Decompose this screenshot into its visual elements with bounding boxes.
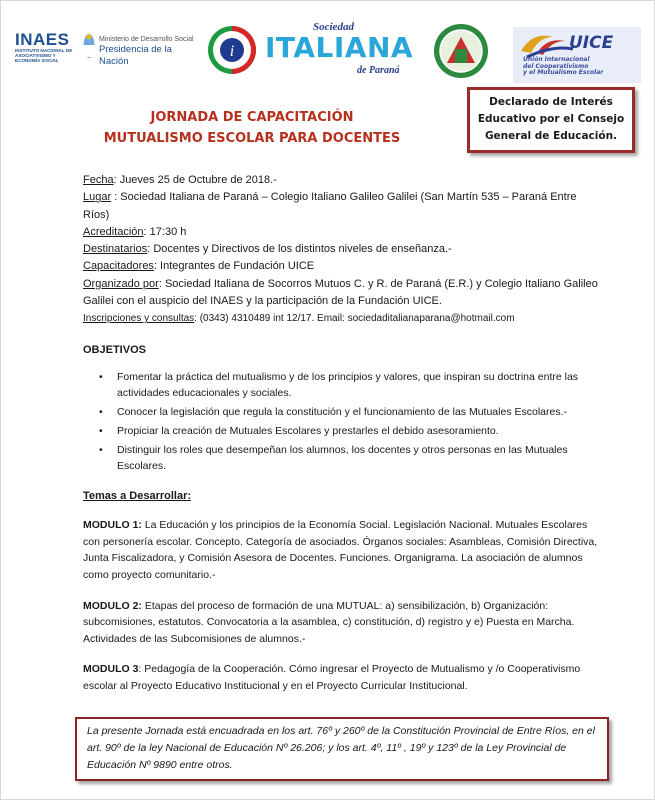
uice-tagline-1: Unión Internacional (523, 56, 590, 63)
svg-text:i: i (229, 43, 235, 60)
title-line2: MUTUALISMO ESCOLAR PARA DOCENTES (103, 131, 401, 146)
inscripciones-value: : (0343) 4310489 int 12/17. Email: sociedaditalianaparana@hotmail.com (194, 313, 515, 325)
fecha-label: Fecha (83, 174, 114, 186)
organizado-label: Organizado por (83, 277, 159, 290)
list-item (83, 423, 603, 439)
declared-line3: General de Educación. (484, 130, 618, 142)
info-fecha (83, 172, 603, 189)
legal-footer-box (75, 717, 609, 781)
inaes-logo (15, 31, 79, 67)
modulo-3 (83, 661, 603, 694)
objective-text: Fomentar la práctica del mutualismo y de los principios y valores, que inspiran su doctrina entre las actividades educacionales y sociales. (117, 370, 579, 399)
acreditacion-value: : 17:30 h (143, 225, 187, 238)
info-organizado (83, 276, 603, 311)
destinatarios-value: : Docentes y Directivos de los distintos niveles de enseñanza.- (147, 243, 452, 256)
ministry-line2: Presidencia de la Nación (99, 44, 172, 67)
colegio-emblem-icon (433, 23, 489, 79)
acreditacion-label: Acreditación (83, 225, 144, 238)
inaes-logo-subtitle: INSTITUTO NACIONAL DE ASOCIATIVISMO Y ECONOMÍA SOCIAL (15, 48, 73, 63)
info-destinatarios (83, 241, 603, 258)
info-lugar (83, 189, 603, 224)
main-content (83, 172, 603, 709)
info-inscripciones (83, 310, 603, 327)
temas-heading: Temas a Desarrollar: (83, 489, 192, 502)
title-line1: JORNADA DE CAPACITACIÓN (150, 110, 354, 125)
destinatarios-label: Destinatarios (83, 243, 148, 256)
ministry-logo (83, 33, 201, 65)
list-item (83, 369, 603, 401)
sociedad-italiana-wordmark (265, 21, 430, 81)
lugar-label: Lugar (83, 191, 112, 204)
objective-text: Propiciar la creación de Mutuales Escolares y prestarles el debido asesoramiento. (117, 424, 499, 437)
bullet-icon: • (99, 424, 103, 437)
ministry-line1: Ministerio de Desarrollo Social (99, 36, 194, 43)
uice-tagline-3: y el Mutualismo Escolar (523, 69, 604, 76)
modulo-2 (83, 598, 603, 648)
modulo-3-text: : Pedagogía de la Cooperación. Cómo ingresar el Proyecto de Mutualismo y /o Cooperativismo escolar al Proyecto Educativo Institucional y en el Proyecto Curricular Institucional. (83, 663, 581, 693)
lugar-value: : Sociedad Italiana de Paraná – Colegio Italiano Galileo Galilei (San Martín 535 – Paraná Entre Ríos) (83, 191, 577, 221)
sociedad-italiana-emblem-icon (207, 25, 257, 75)
page-title (67, 107, 437, 149)
fecha-value: : Jueves 25 de Octubre de 2018.- (113, 174, 277, 186)
uice-tagline-2: del Cooperativismo (523, 62, 589, 70)
modulo-3-label: MODULO 3 (83, 663, 139, 676)
uice-word: UICE (569, 33, 614, 53)
declared-line1: Declarado de Interés (489, 96, 613, 108)
info-acreditacion (83, 224, 603, 241)
bullet-icon: • (99, 443, 103, 456)
info-capacitadores (83, 258, 603, 275)
objective-text: Distinguir los roles que desempeñan los alumnos, los docentes y otros personas en las Mutuales Escolares. (117, 443, 568, 472)
declared-interest-box (467, 87, 635, 153)
legal-footer-text: La presente Jornada está encuadrada en los art. 76º y 260º de la Constitución Provincial de Entre Ríos, en el art. 90º de la ley Nacional de Educación Nº 26.206; y los art. 4º, 11º , 19º y 123º de la Ley Provincial de Educación Nº 9890 entre otros. (87, 725, 595, 771)
event-info (83, 172, 603, 328)
inscripciones-label: Inscripciones y consultas (83, 313, 195, 325)
logo-strip (9, 9, 649, 87)
uice-logo (513, 27, 641, 83)
list-item (83, 442, 603, 474)
modulo-1-label: MODULO 1: (83, 519, 142, 532)
bullet-icon: • (99, 405, 103, 418)
capacitadores-label: Capacitadores (83, 260, 154, 273)
modulo-1-text: La Educación y los principios de la Economía Social. Legislación Nacional. Mutuales Escolares con personería escolar. Concepto. Categoría de asociados. Órganos sociales: Asambleas, Comisión Directiva, Junta Fiscalizadora, y Comisión Asesora de Docentes. Funciones. Organigrama. La asociación de alumnos como proyecto comunitario.- (83, 519, 598, 582)
modulo-2-text: Etapas del proceso de formación de una MUTUAL: a) sensibilización, b) Organización: subcomisiones, estatutos. Convocatoria a la asamblea, c) constitución, d) registro y e) Puesta en Marcha. Actividades de las Subcomisiones de alumnos.- (83, 599, 575, 645)
argentina-shield-icon (83, 33, 95, 59)
wordmark-main: ITALIANA (265, 31, 414, 64)
modulo-1 (83, 517, 603, 583)
list-item (83, 404, 603, 420)
objetivos-list (83, 369, 603, 474)
objective-text: Conocer la legislación que regula la constitución y el funcionamiento de las Mutuales Escolares.- (117, 405, 567, 418)
bullet-icon: • (99, 370, 103, 383)
inaes-logo-name: INAES (15, 30, 70, 49)
organizado-value: : Sociedad Italiana de Socorros Mutuos C. y R. de Paraná (E.R.) y Colegio Italiano Galileo Galilei con el auspicio del INAES y la participación de la Fundación UICE. (83, 277, 598, 308)
modulo-2-label: MODULO 2: (83, 599, 142, 612)
objetivos-heading: OBJETIVOS (83, 343, 146, 356)
wordmark-bottom: de Paraná (357, 65, 400, 76)
declared-line2: Educativo por el Consejo (477, 113, 625, 125)
wordmark-top: Sociedad (313, 21, 354, 33)
capacitadores-value: : Integrantes de Fundación UICE (153, 260, 315, 273)
